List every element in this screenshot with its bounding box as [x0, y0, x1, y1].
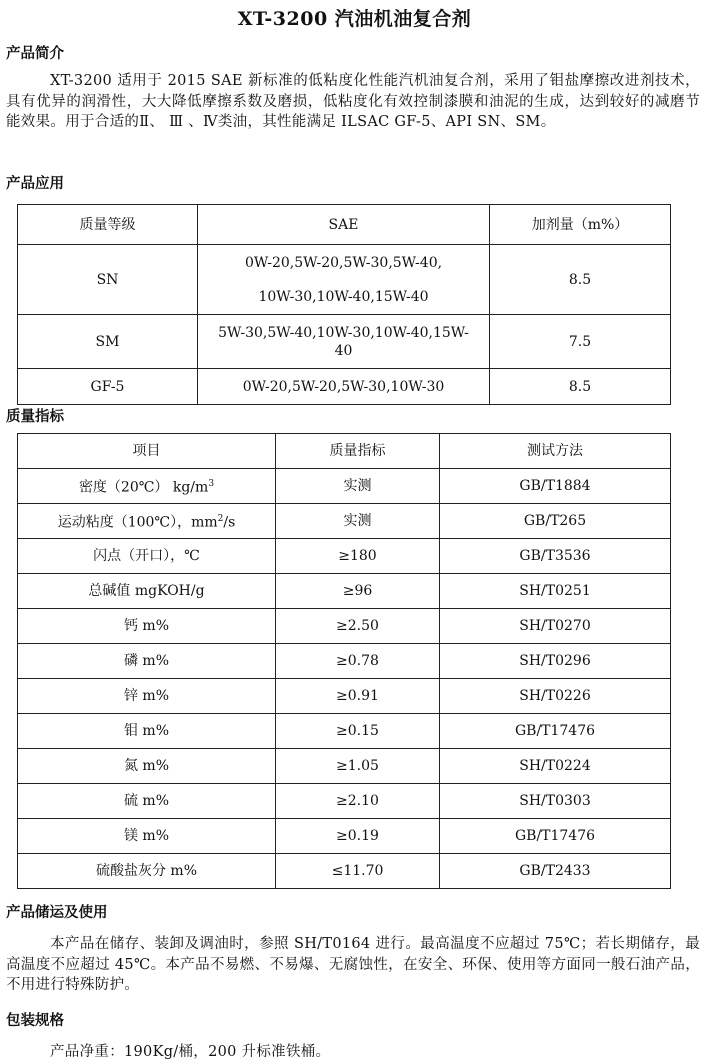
sae-cell [198, 245, 490, 315]
item-cell: 锌 m% [18, 679, 276, 714]
table-row [18, 679, 671, 714]
header-spec: 质量指标 [276, 434, 440, 469]
header-grade: 质量等级 [18, 205, 198, 245]
method-cell: GB/T1884 [440, 469, 671, 504]
method-cell: SH/T0251 [440, 574, 671, 609]
item-cell: 镁 m% [18, 819, 276, 854]
table-row [18, 714, 671, 749]
item-text: 运动粘度（100℃），mm [57, 514, 218, 531]
unit-superscript: 3 [208, 479, 215, 490]
table-row [18, 749, 671, 784]
table-header-row [18, 205, 671, 245]
method-cell: GB/T17476 [440, 714, 671, 749]
sae-cell [198, 315, 490, 369]
table-row [18, 609, 671, 644]
spec-cell: ≥96 [276, 574, 440, 609]
spec-cell: 实测 [276, 469, 440, 504]
spec-cell: ≥0.78 [276, 644, 440, 679]
grade-cell: SM [18, 315, 198, 369]
method-cell: SH/T0303 [440, 784, 671, 819]
table-row [18, 644, 671, 679]
table-row [18, 315, 671, 369]
item-text: 密度（20℃） kg/m [78, 479, 209, 496]
item-cell: 钙 m% [18, 609, 276, 644]
spec-cell: ≤11.70 [276, 854, 440, 889]
header-method: 测试方法 [440, 434, 671, 469]
table-row [18, 469, 671, 504]
heading-packaging: 包装规格 [6, 1013, 64, 1029]
item-cell: 硫酸盐灰分 m% [18, 854, 276, 889]
application-table [17, 204, 671, 405]
table-row [18, 369, 671, 405]
grade-cell: SN [18, 245, 198, 315]
spec-cell: ≥0.91 [276, 679, 440, 714]
item-cell: 磷 m% [18, 644, 276, 679]
packaging-paragraph: 产品净重：190Kg/桶，200 升标准铁桶。 [50, 1044, 331, 1060]
spec-cell: 实测 [276, 504, 440, 539]
spec-cell: ≥0.15 [276, 714, 440, 749]
item-cell [18, 469, 276, 504]
heading-application: 产品应用 [6, 176, 64, 192]
item-unit-suffix: /s [223, 514, 236, 531]
spec-cell: ≥2.50 [276, 609, 440, 644]
storage-paragraph: 本产品在储存、装卸及调油时，参照 SH/T0164 进行。最高温度不应超过 75℃；若长期储存，最高温度不应超过 45℃。本产品不易燃、不易爆、无腐蚀性，在安全、环保、使用等方面同一般石油产品，不用进行特殊防护。 [6, 936, 700, 994]
header-sae: SAE [198, 205, 490, 245]
method-cell: SH/T0296 [440, 644, 671, 679]
item-cell: 闪点（开口），℃ [18, 539, 276, 574]
sae-line: 0W-20,5W-20,5W-30,5W-40, [244, 254, 443, 271]
table-row [18, 539, 671, 574]
item-cell: 钼 m% [18, 714, 276, 749]
dosage-cell: 8.5 [490, 245, 671, 315]
spec-cell: ≥2.10 [276, 784, 440, 819]
dosage-cell: 8.5 [490, 369, 671, 405]
table-row [18, 819, 671, 854]
sae-cell [198, 369, 490, 405]
sae-line: 0W-20,5W-20,5W-30,10W-30 [242, 378, 445, 395]
header-dosage: 加剂量（m%） [490, 205, 671, 245]
dosage-cell: 7.5 [490, 315, 671, 369]
table-row [18, 504, 671, 539]
table-row [18, 784, 671, 819]
table-row [18, 574, 671, 609]
method-cell: GB/T2433 [440, 854, 671, 889]
item-cell: 总碱值 mgKOH/g [18, 574, 276, 609]
quality-table [17, 433, 671, 889]
table-row [18, 854, 671, 889]
item-cell [18, 504, 276, 539]
item-cell: 硫 m% [18, 784, 276, 819]
method-cell: SH/T0224 [440, 749, 671, 784]
method-cell: GB/T17476 [440, 819, 671, 854]
sae-line: 5W-30,5W-40,10W-30,10W-40,15W- [218, 324, 469, 341]
table-header-row [18, 434, 671, 469]
document-title: XT-3200 汽油机油复合剂 [237, 8, 472, 30]
method-cell: SH/T0270 [440, 609, 671, 644]
header-item: 项目 [18, 434, 276, 469]
heading-storage: 产品储运及使用 [6, 905, 108, 921]
heading-quality: 质量指标 [6, 409, 64, 425]
sae-line: 40 [334, 342, 353, 359]
spec-cell: ≥0.19 [276, 819, 440, 854]
unit-superscript: 2 [217, 514, 224, 525]
sae-line: 10W-30,10W-40,15W-40 [258, 288, 429, 305]
grade-cell: GF-5 [18, 369, 198, 405]
intro-paragraph: XT-3200 适用于 2015 SAE 新标准的低粘度化性能汽机油复合剂，采用了钼盐摩擦改进剂技术，具有优异的润滑性，大大降低摩擦系数及磨损，低粘度化有效控制漆膜和油泥的生成，达到较好的减磨节能效果。用于合适的Ⅱ、 Ⅲ 、Ⅳ类油，其性能满足 ILSAC GF-5、API SN、SM。 [6, 73, 700, 131]
method-cell: SH/T0226 [440, 679, 671, 714]
spec-cell: ≥1.05 [276, 749, 440, 784]
method-cell: GB/T265 [440, 504, 671, 539]
heading-intro: 产品简介 [6, 46, 64, 62]
item-cell: 氮 m% [18, 749, 276, 784]
spec-cell: ≥180 [276, 539, 440, 574]
method-cell: GB/T3536 [440, 539, 671, 574]
table-row [18, 245, 671, 315]
